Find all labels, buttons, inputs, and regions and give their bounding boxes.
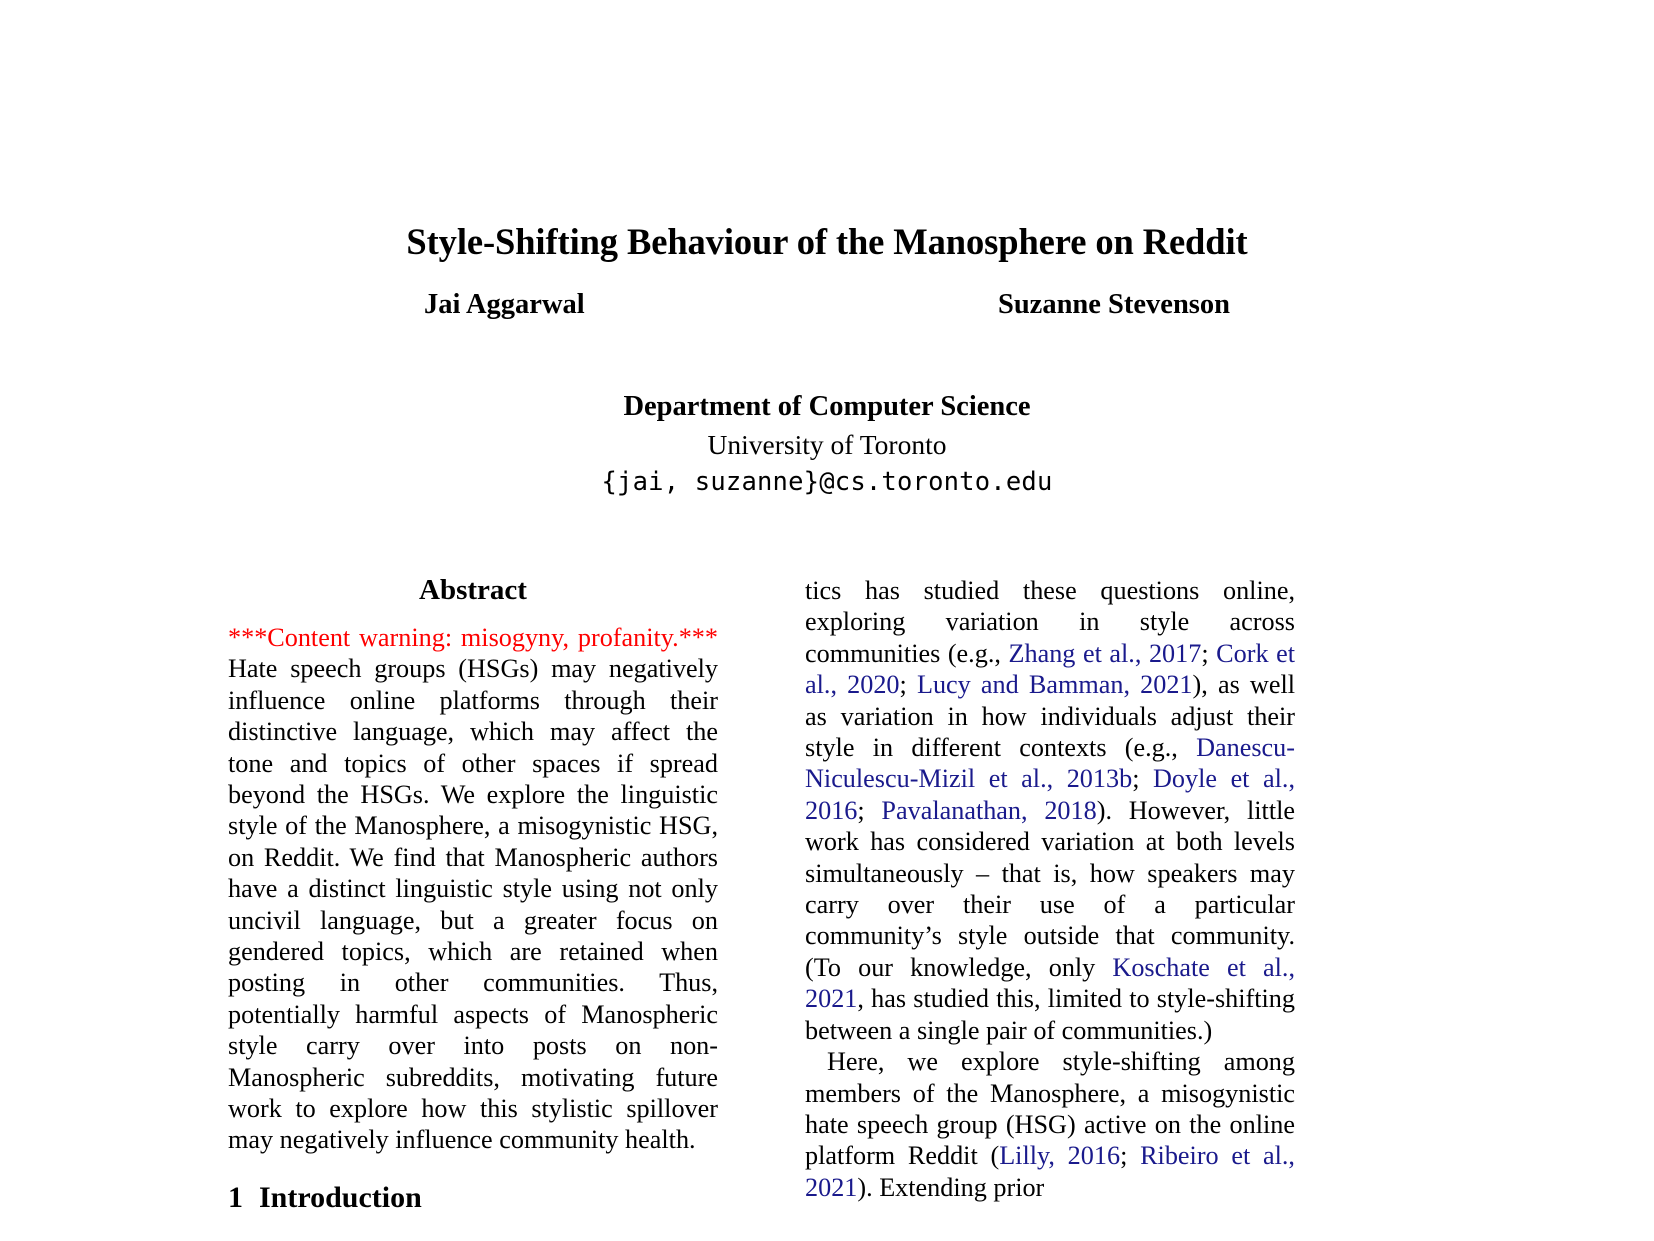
citation-separator-3: ; [1132,764,1154,794]
citation-danescu-niculescu-mizil-2013b[interactable]: Danescu-Niculescu-Mizil et al., 2013b [805,733,1295,794]
column-left [228,575,718,1213]
citation-separator-1: ; [1201,638,1217,668]
section-heading-introduction [228,1182,718,1213]
citation-separator-4: ; [857,795,882,825]
page-title: Style-Shifting Behaviour of the Manosphere on Reddit [406,221,1248,263]
section-title: Introduction [259,1180,422,1214]
intro-text-3: ). However, little work has considered variation at both levels simultaneously – that is, how speakers may carry over their use of a particular community’s style outside that community. (To our knowledge, only [805,795,1295,982]
intro-paragraph-1 [805,575,1295,1046]
column-right [805,575,1295,1203]
citation-lilly-2016[interactable]: Lilly, 2016 [999,1141,1121,1171]
author-email: {jai, suzanne}@cs.toronto.edu [601,467,1053,498]
body-columns [228,575,1426,1241]
citation-koschate-2021[interactable]: Koschate et al., 2021 [805,952,1296,1014]
intro-paragraph-2 [805,1046,1295,1203]
citation-ribeiro-2021[interactable]: Ribeiro et al., 2021 [805,1141,1295,1202]
intro-text-2: ), as well as variation in how individuals adjust their style in different contexts (e.g., [805,670,1296,763]
content-warning: ***Content warning: misogyny, profanity.*** [228,622,718,652]
department-name: Department of Computer Science [623,391,1031,422]
citation-lucy-bamman-2021[interactable]: Lucy and Bamman, 2021 [916,670,1193,700]
intro-text-4: , has studied this, limited to style-shifting between a single pair of communities.) [805,984,1295,1045]
university-name: University of Toronto [707,428,947,460]
citation-cork-2020[interactable]: Cork et al., 2020 [805,638,1296,700]
citation-separator-2: ; [899,670,917,700]
abstract-text: Hate speech groups (HSGs) may negatively influence online platforms through their distinctive language, which may affect the tone and topics of other spaces if spread beyond the HSGs. We explore the linguistic style of the Manosphere, a misogynistic HSG, on Reddit. We find that Manospheric authors have a distinct linguistic style using not only uncivil language, but a greater focus on gendered topics, which are retained when posting in other communities. Thus, potentially harmful aspects of Manospheric style carry over into posts on non-Manospheric subreddits, motivating future work to explore how this stylistic spillover may negatively influence community health. [228,654,718,1155]
intro-text-6: ). Extending prior [857,1172,1045,1202]
citation-doyle-2016[interactable]: Doyle et al., 2016 [805,764,1296,825]
intro-text-1: tics has studied these questions online, exploring variation in style across communities (e.g., [805,576,1295,668]
author-name-2: Suzanne Stevenson [997,289,1230,320]
abstract-paragraph [228,622,718,1156]
abstract-heading: Abstract [419,574,527,606]
citation-separator-5: ; [1120,1141,1141,1171]
section-number: 1 [228,1180,243,1214]
citation-zhang-2017[interactable]: Zhang et al., 2017 [1008,638,1202,668]
affiliation-block [0,388,1654,500]
author-list [228,289,1426,321]
intro-text-5: Here, we explore style-shifting among members of the Manosphere, a misogynistic hate speech group (HSG) active on the online platform Reddit ( [805,1047,1295,1171]
citation-pavalanathan-2018[interactable]: Pavalanathan, 2018 [881,795,1097,825]
author-name-1: Jai Aggarwal [424,289,585,320]
